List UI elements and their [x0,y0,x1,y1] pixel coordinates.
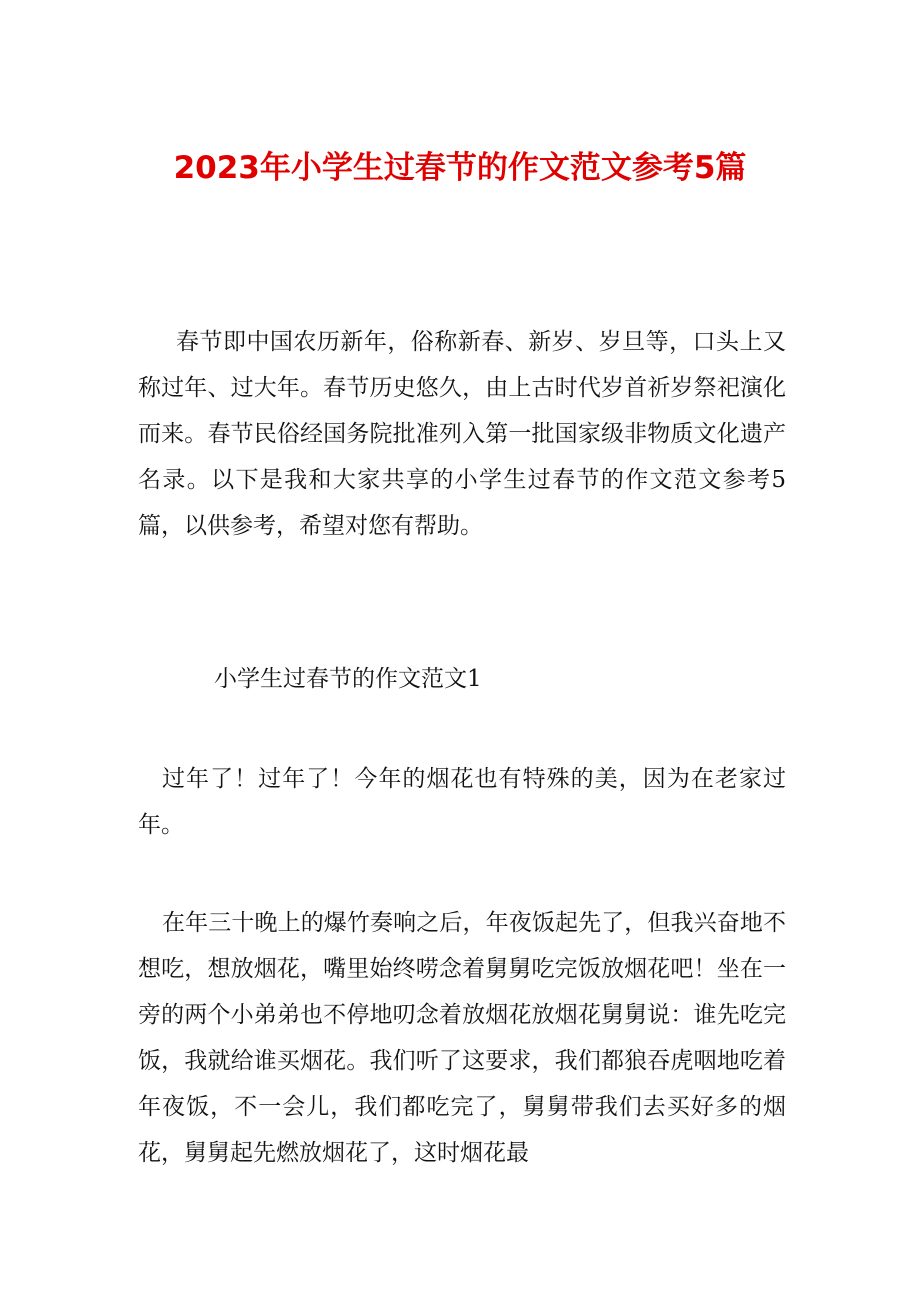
intro-paragraph: 春节即中国农历新年，俗称新春、新岁、岁旦等，口头上又称过年、过大年。春节历史悠久，由上古时代岁首祈岁祭祀演化而来。春节民俗经国务院批准列入第一批国家级非物质文化遗产名录。以下是我和大家共享的小学生过春节的作文范文参考5篇，以供参考，希望对您有帮助。 [138,329,786,539]
section-heading: 小学生过春节的作文范文1 [214,666,482,692]
body-paragraph-1: 过年了！过年了！今年的烟花也有特殊的美，因为在老家过年。 [138,766,786,838]
body-paragraph-2: 在年三十晚上的爆竹奏响之后，年夜饭起先了，但我兴奋地不想吃，想放烟花，嘴里始终唠念着舅舅吃完饭放烟花吧！坐在一旁的两个小弟弟也不停地叨念着放烟花放烟花舅舅说：谁先吃完饭，我就给谁买烟花。我们听了这要求，我们都狼吞虎咽地吃着年夜饭，不一会儿，我们都吃完了，舅舅带我们去买好多的烟花，舅舅起先燃放烟花了，这时烟花最 [138,910,786,1166]
document-title: 2023年小学生过春节的作文范文参考5篇 [173,150,747,186]
